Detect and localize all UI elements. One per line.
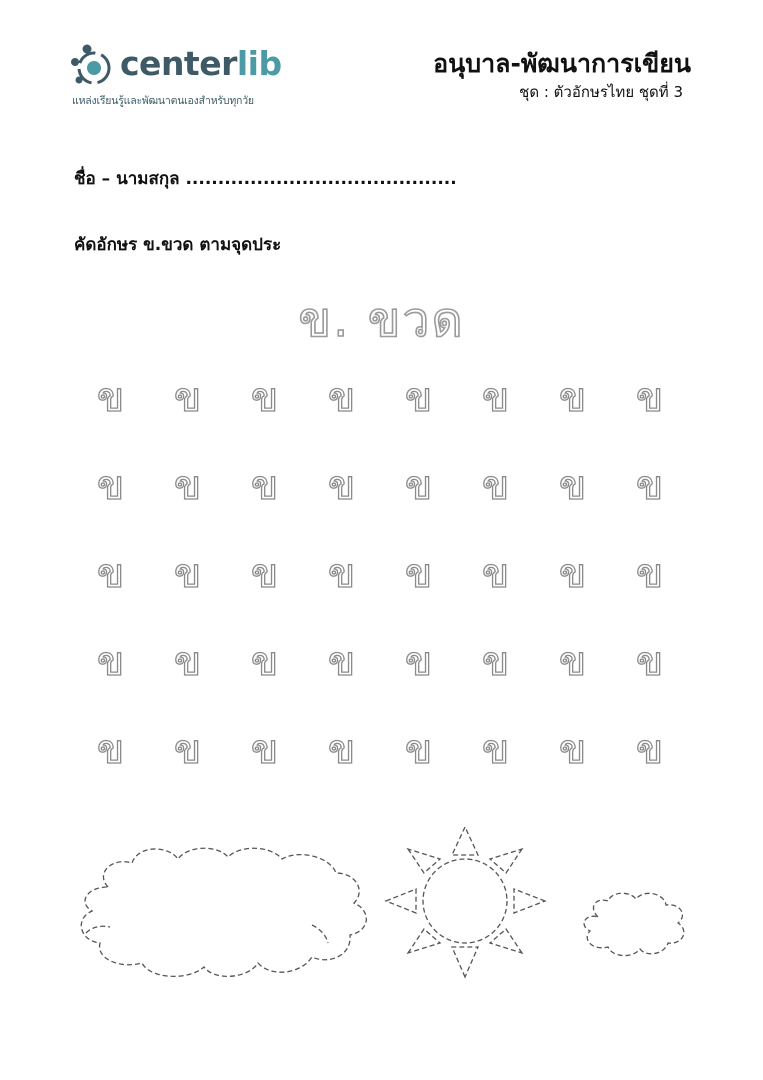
sun-ray-top-right [490,849,522,873]
trace-letter: ข [327,375,356,421]
logo-mark-icon [70,42,118,90]
sun-ray-bottom-right [490,929,522,953]
trace-letter: ข [635,375,664,421]
trace-letter: ข [404,727,433,773]
tracing-grid [72,372,688,812]
logo-wordmark [120,42,282,86]
sun-ray-bottom [452,947,478,977]
trace-letter: ข [558,727,587,773]
trace-letter: ข [635,639,664,685]
trace-letter: ข [481,727,510,773]
trace-letter: ข [250,375,279,421]
trace-letter: ข [250,463,279,509]
trace-letter: ข [173,727,202,773]
trace-letter: ข [250,551,279,597]
trace-letter: ข [481,463,510,509]
trace-letter: ข [173,375,202,421]
sun-ray-top-left [408,849,440,873]
page-subtitle: ชุด : ตัวอักษรไทย ชุดที่ 3 [519,83,683,101]
example-word: ข. ขวด [298,292,465,348]
centerlib-logo [70,40,300,110]
trace-letter: ข [404,639,433,685]
trace-letter: ข [173,551,202,597]
trace-letter: ข [173,463,202,509]
cloud-inner-line-1 [86,926,110,933]
trace-letter: ข [96,639,125,685]
sun-ray-right [514,889,545,913]
cloud-inner-line-2 [312,925,328,943]
trace-letter: ข [558,463,587,509]
logo-wordmark-lib: lib [236,44,282,83]
trace-letter: ข [558,639,587,685]
trace-letter: ข [404,375,433,421]
trace-letter: ข [327,727,356,773]
sun-ray-top [452,827,478,855]
trace-letter: ข [327,551,356,597]
trace-letter: ข [250,727,279,773]
trace-letter: ข [96,551,125,597]
trace-letter: ข [481,551,510,597]
logo-tagline: แหล่งเรียนรู้และพัฒนาตนเองสำหรับทุกวัย [72,95,254,107]
sun-ray-bottom-left [408,929,440,953]
sun-ray-left [386,889,416,913]
trace-letter: ข [96,727,125,773]
trace-letter: ข [481,375,510,421]
trace-letter: ข [250,639,279,685]
name-field-label: ชื่อ – นามสกุล .......................................... [74,169,457,189]
trace-letter: ข [96,375,125,421]
sun-icon [423,859,507,943]
trace-letter: ข [635,551,664,597]
trace-letter: ข [173,639,202,685]
page-title: อนุบาล-พัฒนาการเขียน [433,49,691,78]
logo-wordmark-center: center [120,44,237,83]
trace-letter: ข [327,639,356,685]
trace-letter: ข [404,551,433,597]
trace-letter: ข [635,727,664,773]
trace-letter: ข [96,463,125,509]
trace-letter: ข [558,375,587,421]
tracing-illustrations [0,815,763,1005]
trace-letter: ข [404,463,433,509]
small-cloud-icon [584,893,684,955]
trace-letter: ข [327,463,356,509]
trace-letter: ข [558,551,587,597]
trace-letter: ข [481,639,510,685]
instruction-text: คัดอักษร ข.ขวด ตามจุดประ [74,235,282,255]
trace-letter: ข [635,463,664,509]
large-cloud-icon [81,848,366,976]
